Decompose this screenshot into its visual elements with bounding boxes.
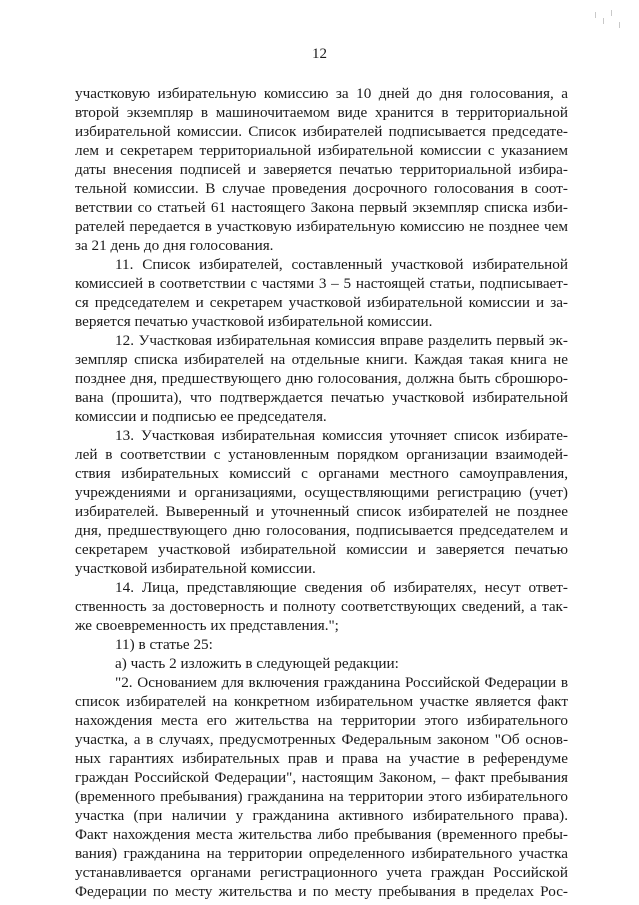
text-line: избирательной комиссии. Список избирателей подписывается председате- — [75, 123, 568, 140]
text-line: вана (прошита), что подтверждается печатью участковой избирательной — [75, 389, 568, 406]
text-line: ся председателем и секретарем участковой избирательной комиссии и за- — [75, 294, 568, 311]
text-line: избирателей. Выверенный и уточненный список избирателей не позднее — [75, 503, 568, 520]
text-line: участка (при наличии у гражданина активного избирательного права). — [75, 807, 568, 824]
text-line: же своевременность их представления."; — [75, 617, 339, 634]
paragraph-first-line: 14. Лица, представляющие сведения об избирателях, несут ответ- — [115, 579, 568, 596]
paragraph-first-line: 11. Список избирателей, составленный участковой избирательной — [115, 256, 568, 273]
scan-artifact — [589, 8, 629, 38]
text-line: ных гарантиях избирательных прав и права на участие в референдуме — [75, 750, 568, 767]
text-line: лем и секретарем территориальной избирательной комиссии с указанием — [75, 142, 568, 159]
text-line: второй экземпляр в машиночитаемом виде хранится в территориальной — [75, 104, 568, 121]
text-line: тельной комиссии. В случае проведения досрочного голосования в соот- — [75, 180, 568, 197]
text-line: ственность за достоверность и полноту соответствующих сведений, а так- — [75, 598, 568, 615]
paragraph-first-line: 11) в статье 25: — [115, 636, 213, 653]
text-line: земпляр списка избирателей на отдельные книги. Каждая такая книга не — [75, 351, 568, 368]
text-line: ствия избирательных комиссий с органами местного самоуправления, — [75, 465, 568, 482]
text-line: секретарем участковой избирательной комиссии и заверяется печатью — [75, 541, 568, 558]
text-line: комиссией в соответствии с частями 3 – 5 настоящей статьи, подписывает- — [75, 275, 568, 292]
body-text — [75, 84, 568, 901]
text-line: Факт нахождения места жительства либо пребывания (временного пребы- — [75, 826, 568, 843]
paragraph-first-line: 12. Участковая избирательная комиссия вправе разделить первый эк- — [115, 332, 568, 349]
text-line: вания) гражданина на территории определенного избирательного участка — [75, 845, 568, 862]
text-line: список избирателей на конкретном избирательном участке является факт — [75, 693, 568, 710]
text-line: ветствии со статьей 61 настоящего Закона первый экземпляр списка изби- — [75, 199, 568, 216]
text-line: даты внесения подписей и заверяется печатью территориальной избира- — [75, 161, 568, 178]
text-line: комиссии и подписью ее председателя. — [75, 408, 327, 425]
text-line: учреждениями и организациями, осуществляющими регистрацию (учет) — [75, 484, 568, 501]
text-line: нахождения места его жительства на территории этого избирательного — [75, 712, 568, 729]
text-line: лей в соответствии с установленным порядком организации взаимодей- — [75, 446, 568, 463]
text-line: позднее дня, предшествующего дню голосования, должна быть сброшюро- — [75, 370, 568, 387]
text-line: рателей передается в участковую избирательную комиссию не позднее чем — [75, 218, 568, 235]
paragraph-first-line: 13. Участковая избирательная комиссия уточняет список избирате- — [115, 427, 568, 444]
text-line: участковой избирательной комиссии. — [75, 560, 316, 577]
text-line: (временного пребывания) гражданина на территории этого избирательного — [75, 788, 568, 805]
page-number: 12 — [312, 46, 327, 62]
text-line: Федерации по месту жительства и по месту пребывания в пределах Рос- — [75, 883, 568, 900]
paragraph-first-line: а) часть 2 изложить в следующей редакции: — [115, 655, 399, 672]
text-line: за 21 день до дня голосования. — [75, 237, 274, 254]
paragraph-first-line: "2. Основанием для включения гражданина Российской Федерации в — [115, 674, 568, 691]
text-line: участковую избирательную комиссию за 10 дней до дня голосования, а — [75, 85, 568, 102]
text-line: участка, а в случаях, предусмотренных Федеральным законом "Об основ- — [75, 731, 568, 748]
text-line: веряется печатью участковой избирательной комиссии. — [75, 313, 433, 330]
text-line: граждан Российской Федерации", настоящим Законом, – факт пребывания — [75, 769, 568, 786]
text-line: устанавливается органами регистрационного учета граждан Российской — [75, 864, 568, 881]
text-line: дня, предшествующего дню голосования, подписывается председателем и — [75, 522, 568, 539]
